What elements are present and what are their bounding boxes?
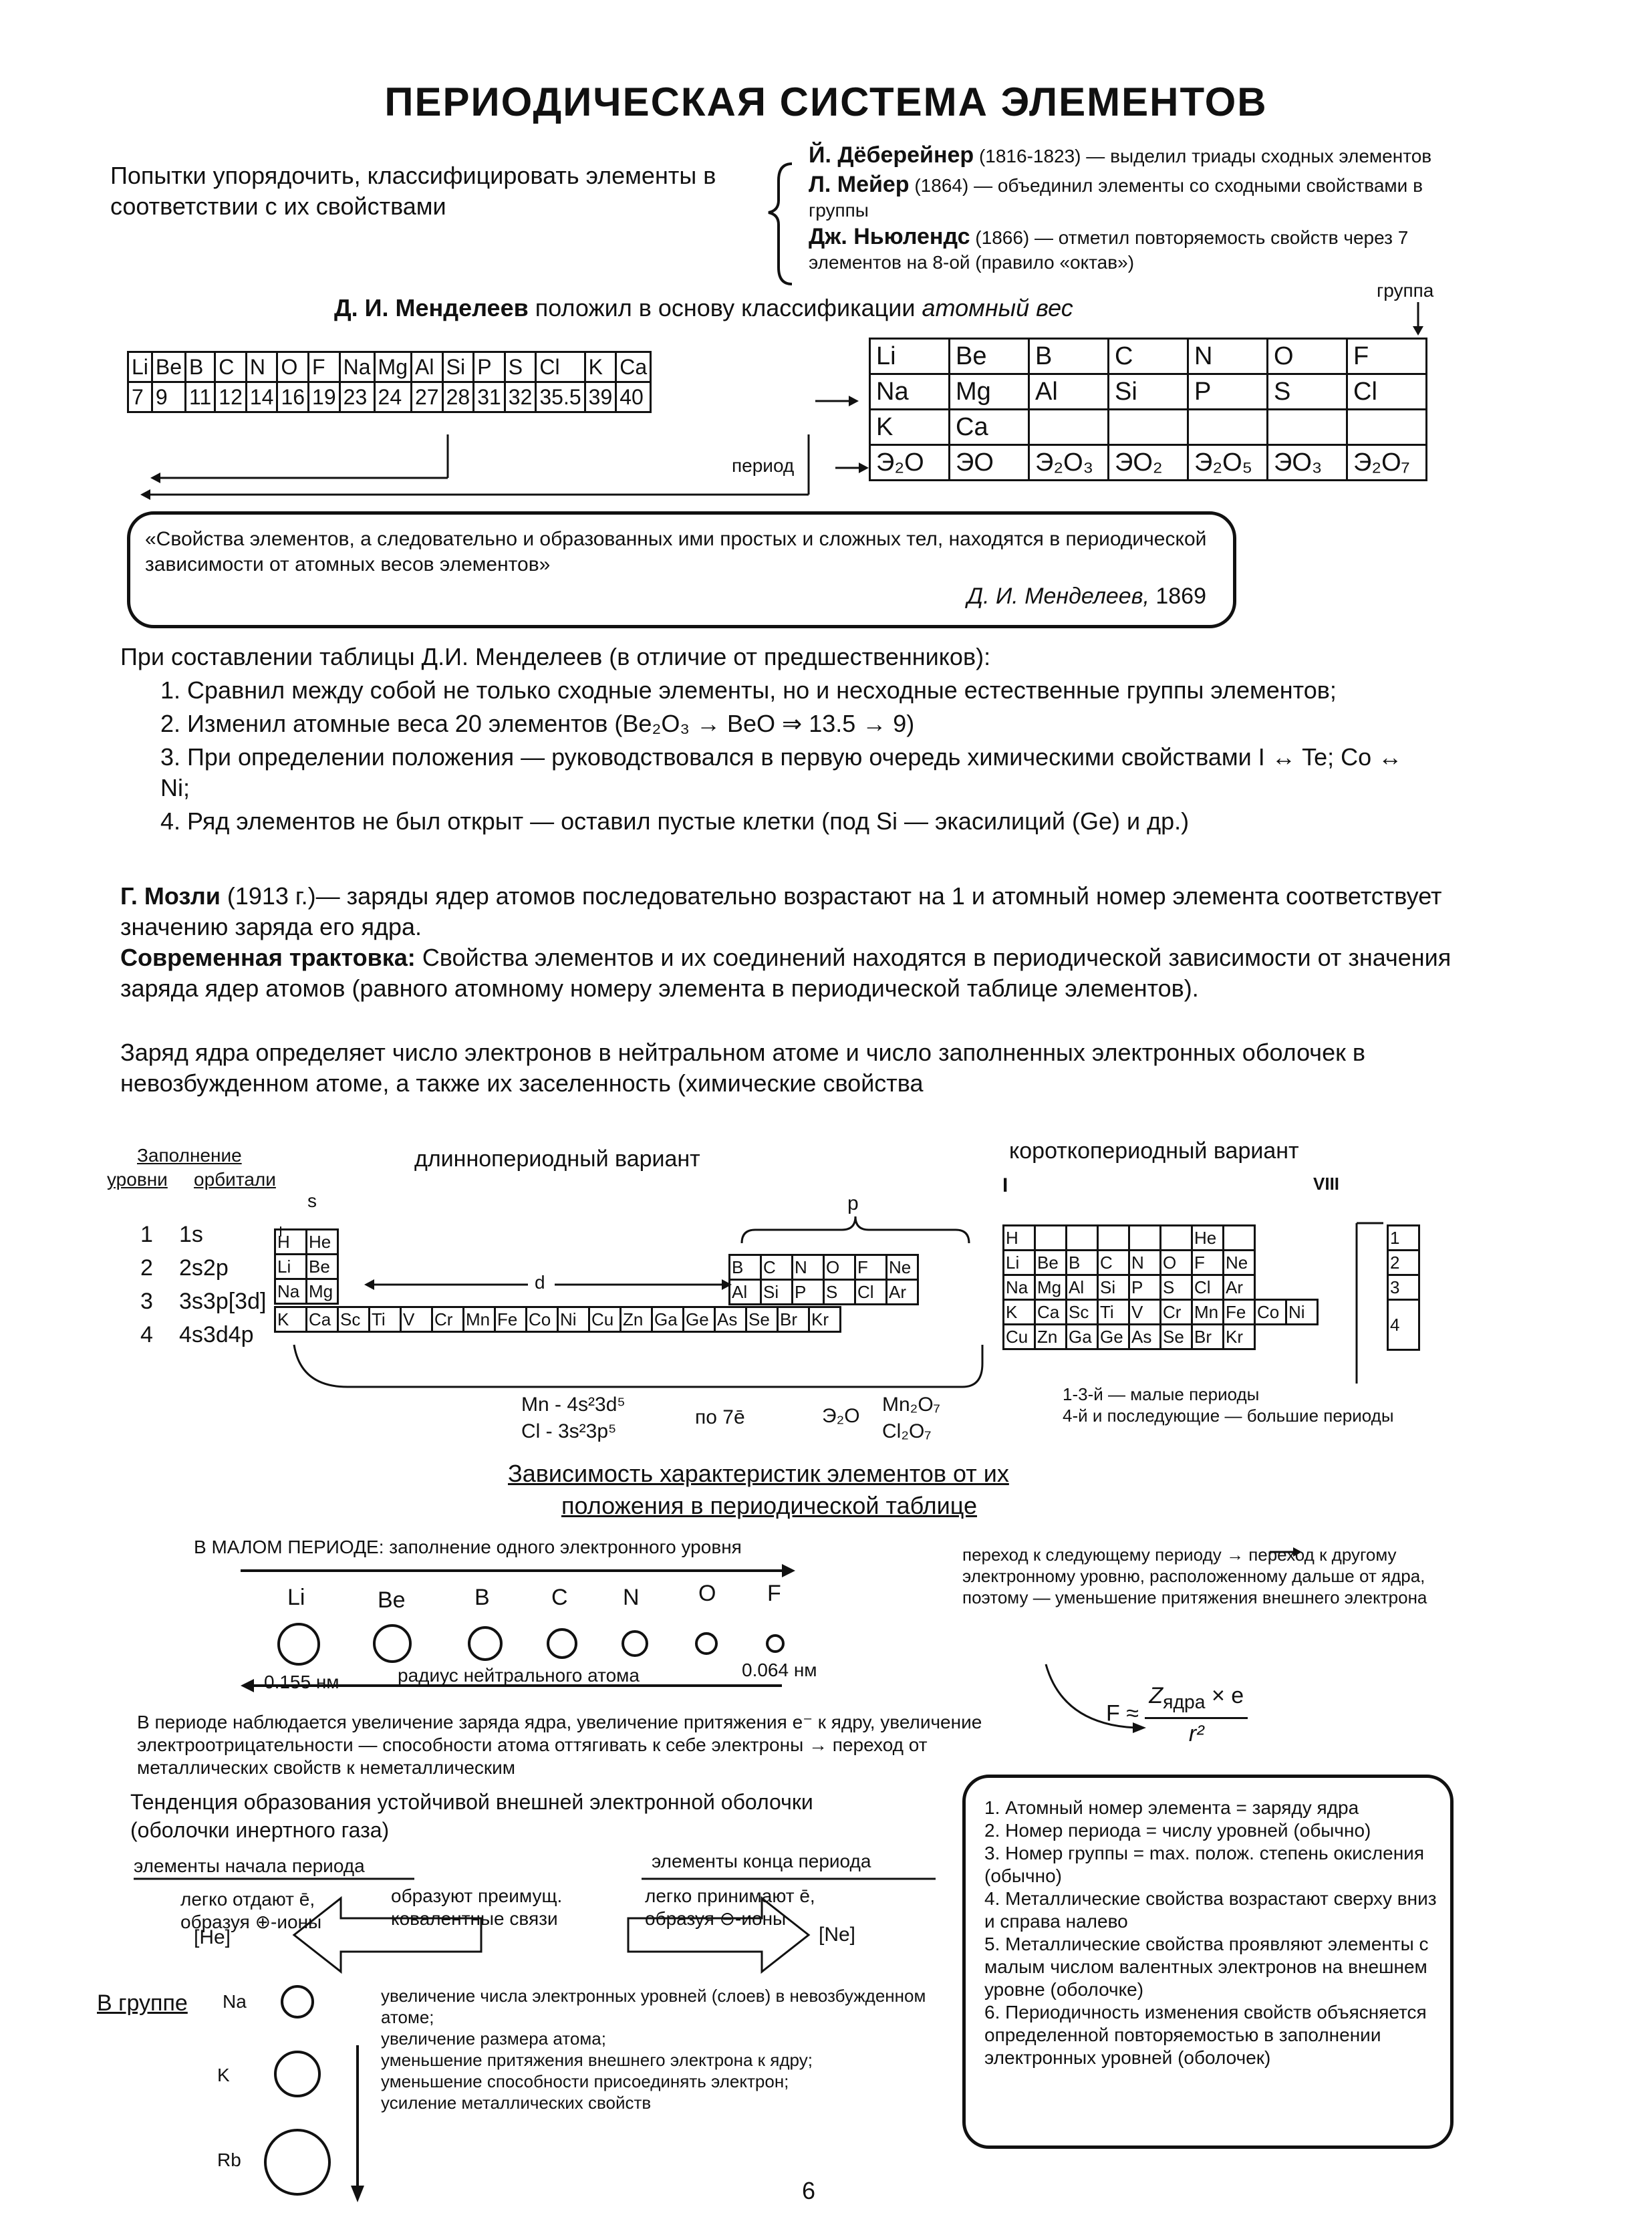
filling-header: Заполнение [137,1145,242,1166]
differences-list [160,675,1430,839]
table-row [870,374,1427,410]
cell: Mg [374,352,411,382]
group-el-rb: Rb [217,2149,241,2170]
list-item: 1. Атомный номер элемента = заряду ядра [984,1797,1359,1818]
small-period-label: В МАЛОМ ПЕРИОДЕ: заполнение одного электронного уровня [194,1537,742,1557]
cell: Cu [1004,1325,1035,1349]
cell [1268,410,1347,445]
na-circle [281,1985,314,2018]
cell: Br [1192,1325,1224,1349]
cell: Si [1109,374,1188,410]
short-period-numbers [1387,1224,1420,1351]
predecessor-1: Й. Дёберейнер (1816-1823) — выделил триады сходных элементов [809,142,1432,168]
symbols-row [128,352,651,382]
atom-li-circle [277,1623,320,1666]
cell: Cl [855,1280,887,1305]
cell: Li [275,1255,307,1279]
el-b: B [474,1585,490,1610]
cell: Al [730,1280,761,1305]
group-label: В группе [97,1990,188,2016]
start-give: легко отдают ē, образуя ⊕-ионы [180,1889,322,1932]
radius-left: 0.155 нм [264,1672,339,1692]
list-item: 2. Номер периода = числу уровней (обычно) [984,1820,1371,1841]
cell: B [1067,1251,1098,1275]
cell: B [730,1255,761,1280]
cell: Al [1029,374,1109,410]
cell: Na [339,352,374,382]
cell: V [401,1307,432,1332]
cell: Se [746,1307,778,1332]
oxide-row [870,445,1427,481]
force-formula: F ≈ $Z_{ядра} \times e$ r² [1106,1681,1248,1748]
cell: N [1188,339,1268,374]
cell: P [474,352,505,382]
atom-be-circle [373,1624,412,1663]
cell: Ar [1224,1275,1255,1300]
cell: Al [412,352,443,382]
cell: H [275,1230,307,1255]
period-end-label: элементы конца периода [652,1851,871,1871]
cell: C [761,1255,793,1280]
list-item: уменьшение способности присоединять электрон; [381,2071,789,2091]
long-table-p-block [728,1254,919,1305]
predecessor-3: Дж. Ньюлендс (1866) — отметил повторяемость свойств через 7 элементов на 8-ой (правило «октав») [809,224,1409,273]
cell: 14 [246,382,277,412]
cell: P [1188,374,1268,410]
cell: Co [1255,1300,1286,1325]
long-variant-title: длиннопериодный вариант [414,1146,700,1172]
group-VIII-label: VIII [1313,1174,1340,1194]
list-item: усиление металлических свойств [381,2093,652,2113]
middle-covalent: образуют преимущ. ковалентные связи [391,1885,563,1929]
atom-c-circle [547,1628,577,1659]
cell: N [246,352,277,382]
e2o-label: Э₂O [822,1405,860,1427]
cell: K [275,1307,307,1332]
ne-label: [Ne] [819,1924,856,1946]
cell: Zn [621,1307,652,1332]
cell: Ge [684,1307,715,1332]
cell: Mg [1035,1275,1067,1300]
cell: Na [1004,1275,1035,1300]
cell: Kr [809,1307,841,1332]
modern-text: Современная трактовка: Свойства элементов и их соединений находятся в периодической зависимости от значения заряда ядер атомов (равного атомному номеру элемента в периодической таблице элементов). [120,944,1452,1002]
cell: ЭO₂ [1109,445,1188,481]
cell: Cu [589,1307,621,1332]
mendeleev-quote-box [127,511,1236,628]
cell: 39 [585,382,616,412]
cell: F [309,352,340,382]
list-item: уменьшение притяжения внешнего электрона к ядру; [381,2050,813,2070]
predecessors-list [809,140,1464,274]
list-item: увеличение числа электронных уровней (слоев) в невозбужденном атоме; [381,1986,926,2027]
page-title: ПЕРИОДИЧЕСКАЯ СИСТЕМА ЭЛЕМЕНТОВ [384,80,1268,124]
cell: 11 [186,382,215,412]
cell: Mg [950,374,1029,410]
list-item: 3. Номер группы = max. полож. степень окисления (обычно) [984,1843,1424,1886]
cell: Ca [307,1307,338,1332]
summary-list [984,1797,1446,2069]
page-number: 6 [802,2177,816,2204]
cell: ЭO [950,445,1029,481]
cell: Ti [370,1307,401,1332]
cell: 24 [374,382,411,412]
cell: Ca [950,410,1029,445]
cell: 19 [309,382,340,412]
cell: Ga [1067,1325,1098,1349]
cell: Ni [558,1307,589,1332]
period-types: 1-3-й — малые периоды 4-й и последующие — большие периоды [1063,1384,1394,1426]
cell: Fe [1224,1300,1255,1325]
cell: F [1192,1251,1224,1275]
cell: O [277,352,309,382]
cell: S [824,1280,855,1305]
dependence-title-1: Зависимость характеристик элементов от их [508,1460,1009,1487]
tendency-text: Тенденция образования устойчивой внешней электронной оболочки (оболочки инертного газа) [130,1790,813,1842]
cell [1098,1226,1129,1251]
group-el-k: K [217,2065,230,2085]
levels-header: уровни [107,1169,168,1190]
cell: O [1268,339,1347,374]
cell: Si [442,352,474,382]
el-be: Be [378,1587,406,1613]
list-item: 6. Периодичность изменения свойств объясняется определенной повторяемостью в заполнении электронных уровней (оболочек) [984,2002,1427,2068]
cell: Cl [1347,374,1427,410]
list-item: 4. Металлические свойства возрастают сверху вниз и справа налево [984,1888,1437,1932]
cell: ЭO₃ [1268,445,1347,481]
cell: Mn [464,1307,495,1332]
atom-b-circle [468,1626,503,1661]
cell: 9 [152,382,185,412]
list-item: 4. Ряд элементов не был открыт — оставил пустые клетки (под Si — экасилиций (Ge) и др.) [160,807,1190,835]
he-label: [He] [194,1926,231,1948]
orbital-labels: 1s 2s2p 3s3p[3d] 4s3d4p [179,1222,267,1347]
cell: Be [152,352,185,382]
attempts-text: Попытки упорядочить, классифицировать элементы в соответствии с их свойствами [110,162,716,220]
cell: Si [1098,1275,1129,1300]
cell: 35.5 [536,382,585,412]
cell: 40 [616,382,651,412]
cell: Ge [1098,1325,1129,1349]
oxides-list: Mn₂O₇ Cl₂O₇ [882,1394,940,1442]
short-variant-title: короткопериодный вариант [1009,1138,1299,1164]
cell: 27 [412,382,443,412]
list-item: 5. Металлические свойства проявляют элементы с малым числом валентных электронов на внешнем уровне (оболочке) [984,1934,1429,2000]
long-table-row-4 [274,1306,841,1333]
cell: Э₂O [870,445,950,481]
cell: Li [870,339,950,374]
cell: P [793,1280,824,1305]
cell: N [1129,1251,1161,1275]
d-label: d [535,1272,545,1293]
cell: Sc [1067,1300,1098,1325]
s-label: s [307,1190,317,1211]
cell: K [585,352,616,382]
cell: Mn [1192,1300,1224,1325]
next-period-text: переход к следующему периоду → переход к другому электронному уровню, расположенному дальше от ядра, поэтому — уменьшение притяжения внешнего электрона [962,1545,1427,1607]
group-el-na: Na [223,1991,247,2012]
cell: Э₂O₇ [1347,445,1427,481]
cell: 31 [474,382,505,412]
cell: 12 [215,382,247,412]
cell [1129,1226,1161,1251]
cell: Be [1035,1251,1067,1275]
cell: Al [1067,1275,1098,1300]
cell: He [1192,1226,1224,1251]
cell: P [1129,1275,1161,1300]
cell: C [215,352,247,382]
charge-text: Заряд ядра определяет число электронов в нейтральном атоме и число заполненных электронных оболочек в невозбужденном атоме, а также их заселенность (химические свойства [120,1039,1365,1097]
cell: Na [870,374,950,410]
cell: Li [1004,1251,1035,1275]
cell: H [1004,1226,1035,1251]
differences-heading: При составлении таблицы Д.И. Менделеев (в отличие от предшественников): [120,643,991,670]
cell [1224,1226,1255,1251]
predecessor-2: Л. Мейер (1864) — объединил элементы со сходными свойствами в группы [809,172,1423,221]
cell: Cr [1161,1300,1192,1325]
cell [1347,410,1427,445]
group-label: группа [1377,280,1434,301]
table-row [870,339,1427,374]
short-variant-table [1002,1224,1319,1350]
cell [1161,1226,1192,1251]
cell: Co [527,1307,558,1332]
quote-author: Д. И. Менделеев, 1869 [967,583,1206,609]
cell: O [1161,1251,1192,1275]
cell: Fe [495,1307,527,1332]
cell [1067,1226,1098,1251]
cell [1029,410,1109,445]
cell: F [855,1255,887,1280]
cell: O [824,1255,855,1280]
cell: Ne [887,1255,918,1280]
cell: V [1129,1300,1161,1325]
el-n: N [623,1585,640,1610]
el-o: O [698,1581,716,1606]
cell: Ti [1098,1300,1129,1325]
k-circle [274,2051,321,2097]
cell: 32 [505,382,536,412]
cell: Ca [1035,1300,1067,1325]
cell: B [186,352,215,382]
cell: S [505,352,536,382]
atomic-weight-table [127,351,652,413]
cell: Э₂O₅ [1188,445,1268,481]
cell: Cl [1192,1275,1224,1300]
list-item: 1. Сравнил между собой не только сходные элементы, но и несходные естественные группы элементов; [160,676,1337,704]
cell [1188,410,1268,445]
quote-text: «Свойства элементов, а следовательно и образованных ими простых и сложных тел, находятся в периодической зависимости от атомных весов элементов» [145,528,1207,575]
cell: 28 [442,382,474,412]
dependence-title-2: положения в периодической таблице [561,1492,977,1519]
cell: 23 [339,382,374,412]
cell: S [1161,1275,1192,1300]
cell: C [1098,1251,1129,1275]
cell: F [1347,339,1427,374]
cell: Se [1161,1325,1192,1349]
el-li: Li [287,1585,305,1610]
cell: Kr [1224,1325,1255,1349]
cell: Mg [307,1279,338,1304]
electron-configs: Mn - 4s²3d⁵ Cl - 3s²3p⁵ [521,1394,626,1442]
cell: Ni [1286,1300,1318,1325]
cell: Na [275,1279,307,1304]
weights-row [128,382,651,412]
cell: Cr [432,1307,464,1332]
cell: Li [128,352,152,382]
cell: K [1004,1300,1035,1325]
cell: C [1109,339,1188,374]
cell: As [715,1307,746,1332]
atom-f-circle [766,1634,785,1653]
cell [1035,1226,1067,1251]
period-text: В периоде наблюдается увеличение заряда ядра, увеличение притяжения e⁻ к ядру, увеличение электроотрицательности — способности атома оттягивать к себе электроны → переход от металлических свойств к неметаллическим [137,1712,982,1778]
cell: Ne [1224,1251,1255,1275]
cell: 2 [1388,1251,1419,1275]
cell: 3 [1388,1275,1419,1300]
period-start-label: элементы начала периода [134,1855,365,1876]
cell: 4 [1388,1300,1419,1350]
cell: Be [307,1255,338,1279]
atom-o-circle [695,1632,718,1655]
cell: Sc [338,1307,370,1332]
orbitals-header: орбитали [194,1169,276,1190]
mendeleev-short-table [869,338,1427,481]
table-row [870,410,1427,445]
rb-circle [264,2129,331,2196]
cell: As [1129,1325,1161,1349]
cell: He [307,1230,338,1255]
cell: Br [778,1307,809,1332]
cell: Zn [1035,1325,1067,1349]
atom-n-circle [622,1630,648,1657]
cell: B [1029,339,1109,374]
long-table-s-block [274,1228,339,1305]
level-numbers: 1 2 3 4 [140,1222,153,1347]
cell: K [870,410,950,445]
cell: Be [950,339,1029,374]
cell: S [1268,374,1347,410]
radius-right: 0.064 нм [742,1660,817,1680]
moseley-text: Г. Мозли (1913 г.)— заряды ядер атомов последовательно возрастают на 1 и атомный номер элемента соответствует значению заряда его ядра. [120,882,1442,940]
el-f: F [767,1581,781,1606]
el-c: C [551,1585,568,1610]
mendeleev-basis: Д. И. Менделеев положил в основу классификации атомный вес [334,294,1073,321]
p-label: p [847,1192,859,1214]
by-7e: по 7ē [695,1406,745,1428]
summary-box [962,1775,1454,2149]
list-item: 2. Изменил атомные веса 20 элементов (Be₂O₃ → BeO ⇒ 13.5 → 9) [160,710,915,737]
cell: 16 [277,382,309,412]
cell: Ca [616,352,651,382]
cell: Ar [887,1280,918,1305]
cell: Si [761,1280,793,1305]
end-take: легко принимают ē, образуя ⊖-ионы [645,1885,815,1929]
cell: Cl [536,352,585,382]
list-item: увеличение размера атома; [381,2029,606,2049]
group-trends [381,1985,936,2113]
cell: Ga [652,1307,684,1332]
period-label: период [732,455,795,476]
cell: 7 [128,382,152,412]
group-I-label: I [1002,1174,1008,1196]
radius-label: радиус нейтрального атома [398,1665,640,1686]
cell: 1 [1388,1226,1419,1251]
cell: Э₂O₃ [1029,445,1109,481]
list-item: 3. При определении положения — руководствовался в первую очередь химическими свойствами I ↔ Te; Co ↔ Ni; [160,743,1403,801]
cell [1109,410,1188,445]
cell: N [793,1255,824,1280]
